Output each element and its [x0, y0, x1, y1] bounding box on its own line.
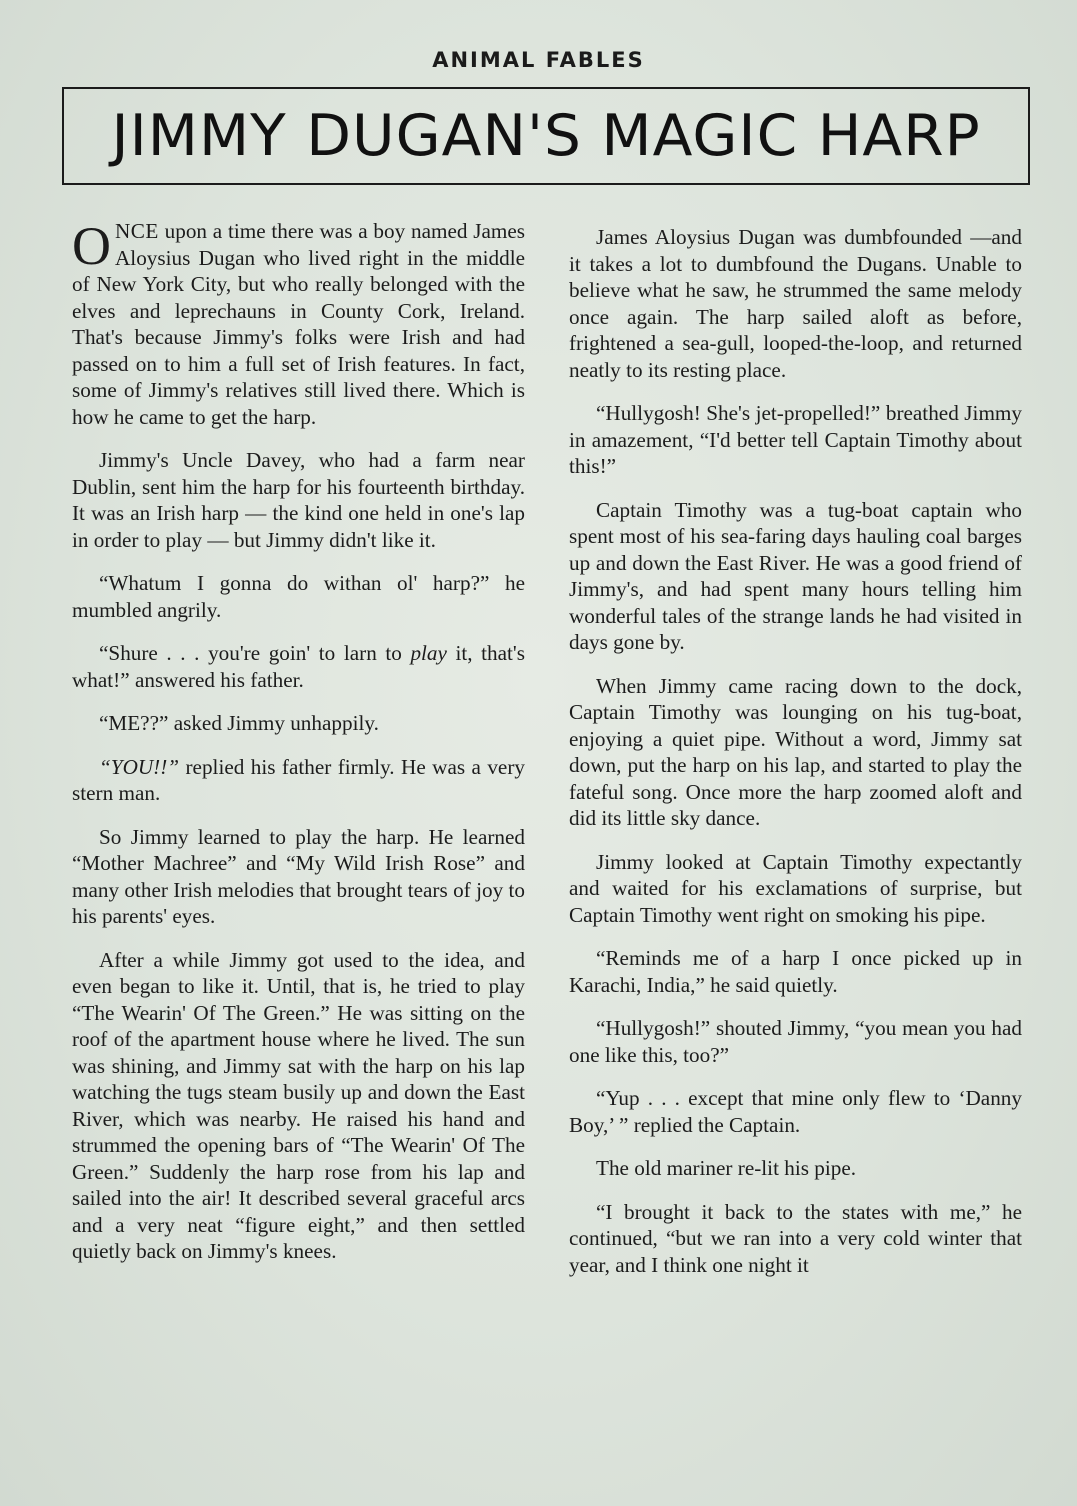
paragraph: The old mariner re-lit his pipe.: [596, 1156, 857, 1180]
right-column: [569, 224, 1022, 1295]
paragraph: After a while Jimmy got used to the idea, and even began to like it. Until, that is, he tried to play “The Wearin' Of The Green.” He was sitting on the roof of the apartment house where he lived. The sun was shining, and Jimmy sat with the harp on his lap watching the tugs steam busily up and down the East River, which was nearby. He raised his hand and strummed the opening bars of “The Wearin' Of The Green.” Suddenly the harp rose from his lap and sailed into the air! It described several graceful arcs and a very neat “figure eight,” and then settled quietly back on Jimmy's knees.: [72, 947, 525, 1263]
small-caps-word: NCE: [115, 219, 159, 243]
paragraph: “Hullygosh!” shouted Jimmy, “you mean you had one like this, too?”: [569, 1016, 1022, 1067]
paragraph: [72, 640, 525, 693]
paragraph-text: upon a time there was a boy named James Aloysius Dugan who lived right in the middle of New York City, but who really belonged with the elves and leprechauns in County Cork, Ireland. That's because Jimmy's folks were Irish and had passed on to him a full set of Irish features. In fact, some of Jimmy's relatives still lived there. Which is how he came to get the harp.: [72, 219, 525, 429]
paragraph: “ME??” asked Jimmy unhappily.: [99, 711, 379, 735]
paragraph: James Aloysius Dugan was dumbfounded —and it takes a lot to dumbfound the Dugans. Unable to believe what he saw, he strummed the same melody once again. The harp sailed aloft as before, frightened a sea-gull, looped-the-loop, and returned neatly to its resting place.: [569, 225, 1022, 382]
paragraph-text: replied his father firmly. He was a very stern man.: [72, 754, 525, 805]
paragraph: When Jimmy came racing down to the dock, Captain Timothy was lounging on his tug-boat, enjoying a quiet pipe. Without a word, Jimmy sat down, put the harp on his lap, and started to play the fateful song. Once more the harp zoomed aloft and did its little sky dance.: [569, 673, 1022, 830]
paragraph: Jimmy looked at Captain Timothy expectantly and waited for his exclamations of surprise, but Captain Timothy went right on smoking his pipe.: [569, 849, 1022, 927]
left-column: [72, 218, 525, 1282]
running-head: ANIMAL FABLES: [432, 48, 645, 72]
paragraph-text: it, that's what!” answered his father.: [72, 641, 525, 692]
paragraph: [72, 754, 525, 807]
emphasis: “YOU!!”: [99, 754, 180, 779]
paragraph: “Reminds me of a harp I once picked up in Karachi, India,” he said quietly.: [569, 946, 1022, 997]
paragraph: Jimmy's Uncle Davey, who had a farm near Dublin, sent him the harp for his fourteenth birthday. It was an Irish harp — the kind one held in one's lap in order to play — but Jimmy didn't like it.: [72, 448, 525, 552]
paragraph: “Hullygosh! She's jet-propelled!” breathed Jimmy in amazement, “I'd better tell Captain Timothy about this!”: [569, 401, 1022, 478]
drop-cap: O: [72, 216, 111, 276]
paragraph: “I brought it back to the states with me,” he continued, “but we ran into a very cold winter that year, and I think one night it: [569, 1199, 1022, 1277]
paragraph: “Whatum I gonna do withan ol' harp?” he mumbled angrily.: [72, 571, 525, 622]
story-title: JIMMY DUGAN'S MAGIC HARP: [111, 103, 981, 169]
emphasis: play: [410, 641, 447, 665]
paragraph: “Yup . . . except that mine only flew to ‘Danny Boy,’ ” replied the Captain.: [569, 1086, 1022, 1137]
title-box: [62, 87, 1030, 185]
paragraph: [72, 218, 525, 430]
paragraph-text: “Shure . . . you're goin' to larn to: [99, 641, 411, 665]
paragraph: Captain Timothy was a tug-boat captain who spent most of his sea-faring days hauling coal barges up and down the East River. He was a good friend of Jimmy's, and had spent many hours telling him wonderful tales of the strange lands he had visited in days gone by.: [569, 497, 1022, 654]
paragraph: So Jimmy learned to play the harp. He learned “Mother Machree” and “My Wild Irish Rose” and many other Irish melodies that brought tears of joy to his parents' eyes.: [72, 824, 525, 928]
